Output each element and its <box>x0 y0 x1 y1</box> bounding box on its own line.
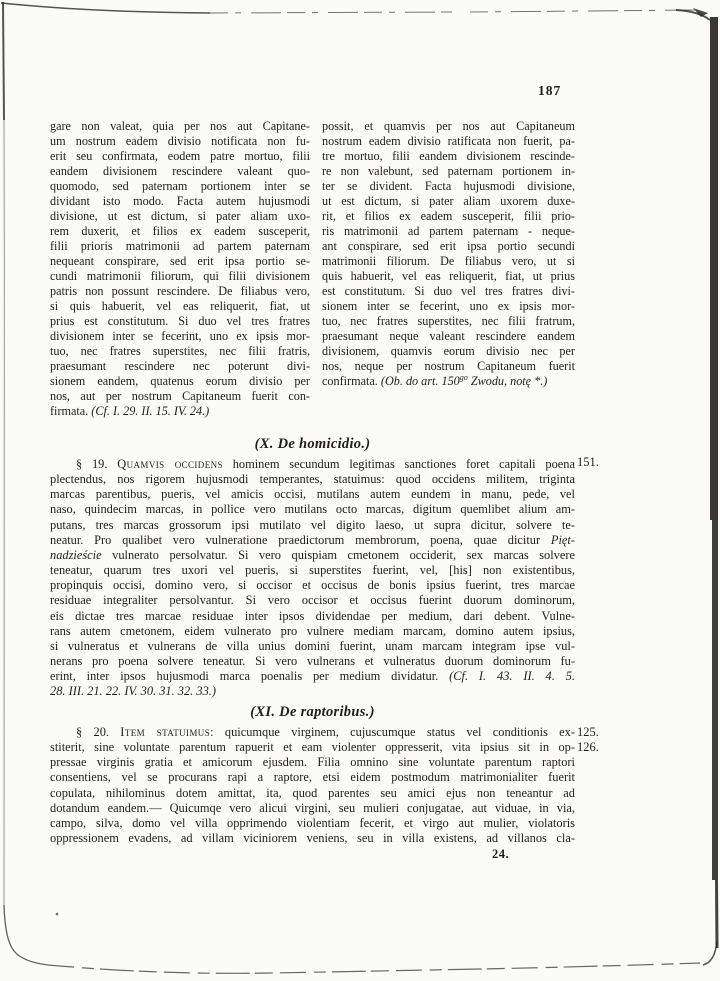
text-line: confirmata. (Ob. do art. $150^{go}$ Zwodu, notę *.) <box>322 372 548 388</box>
text-line: quis habuerit, vel eas reliquerit, fiat, ut prius <box>322 269 575 283</box>
text-line: teneatur, quarum tres uxori vel pueris, si superstites fuerint, vel, [his] non existentibus, <box>50 563 575 578</box>
text-line: eandem divisionem rescindere valeant quo- <box>50 164 310 178</box>
text-line: nos, neque per nostrum Capitaneum fuerit <box>322 359 575 373</box>
text-line: patris non possunt rescindere. De filiabus vero, <box>50 284 310 298</box>
text-line: eis dictae tres marcae residuae inter ipsos dividendae per medium, dari debent. Vulne- <box>50 608 575 623</box>
text-line: 28. III. 21. 22. IV. 30. 31. 32. 33.) <box>50 684 216 699</box>
text-line: erit seu confirmata, eodem patre mortuo, filii <box>50 149 310 163</box>
text-line: stiterit, sine voluntate parentum rapuerit et eam violenter oppresserit, vita ipsius sit in op- <box>50 740 575 755</box>
text-line: putans, tres marcas grossorum ipsi mutilato vel digito laeso, ut supra dicitur, solvere te- <box>50 517 575 532</box>
text-line: oppressionem evadens, ad villam viciniorem veniens, seu in villa existens, ad villanos cla- <box>50 831 575 846</box>
text-line: sionem inter se fecerint, uno ex ipsis mor- <box>322 299 575 313</box>
text-line: nos, aut per nostrum Capitaneum fuerit con- <box>50 389 310 403</box>
column-right <box>322 119 575 389</box>
text-line: § 19. Quamvis occidens hominem secundum legitimas sanctiones foret capitali poena <box>76 457 575 471</box>
signature-mark: 24. <box>492 847 510 861</box>
text-line: nequeant conspirare, sed erit ipsa portio se- <box>50 254 310 268</box>
text-line: plectendus, nos rigorem hujusmodi temperantes, statuimus: quod occidens militem, triginta <box>50 472 575 487</box>
text-line: firmata. (Cf. I. 29. II. 15. IV. 24.) <box>50 404 210 418</box>
text-line: rit, et filios ex eadem susceperit, filii prio- <box>322 209 575 223</box>
margin-note-126: 126. <box>577 740 599 754</box>
text-line: nerans pro poena solvere teneatur. Si vero vulnerans et vulneratus duorum dominorum fu- <box>50 654 575 669</box>
text-line: divisione, ut est dictum, si pater aliam uxo- <box>50 209 310 223</box>
page-number: 187 <box>538 83 562 98</box>
text-line: si quis habuerit, vel eas reliquerit, fiat, ut <box>50 299 310 313</box>
text-line: dotandum eandem.— Quicumqe vero alicui virgini, seu mulieri conjugatae, aut viduae, in via, <box>50 800 575 815</box>
paragraph-20 <box>50 725 575 846</box>
text-line: possit, et quamvis per nos aut Capitaneum <box>322 119 575 133</box>
text-line: prius est constitutum. Si duo vel tres fratres <box>50 314 310 328</box>
text-line: praesumant neque valeant rescindere eandem <box>322 329 575 343</box>
text-line: nadzieście vulnerato persolvatur. Si vero quispiam cmetonem occiderit, sex marcas solvere <box>50 547 575 562</box>
column-left <box>50 119 310 419</box>
text-line: tuo, nec fratres superstites, nec filii fratrum, <box>322 314 575 328</box>
text-line: campo, silva, domo vel villa opprimendo violentiam fecerit, et virgo aut mulier, violatoris <box>50 815 575 830</box>
text-line: rans autem cmetonem, eidem vulnerato pro vulnere mediam marcam, domino autem ipsius, <box>50 623 575 638</box>
text-line: erint, inter ipsos hujusmodi marca poenalis per medium dividatur. (Cf. I. 43. II. 4. 5. <box>50 669 575 684</box>
text-line: divisionem inter se fecerint, uno ex ipsis mor- <box>50 329 310 343</box>
text-line: est constitutum. Si duo vel tres fratres divi- <box>322 284 575 298</box>
paragraph-19 <box>50 457 575 700</box>
text-line: sionem eandem, quatenus eorum divisio per <box>50 374 310 388</box>
text-line: ter se divident. Facta hujusmodi divisione, <box>322 179 575 193</box>
text-line: ris matrimonii ad partem paternam - neque- <box>322 224 575 238</box>
margin-note-125: 125. <box>577 725 599 739</box>
text-line: quomodo, sed paternam portionem inter se <box>50 179 310 193</box>
text-line: gare non valeat, quia per nos aut Capitane- <box>50 119 310 133</box>
text-line: filii prioris matrimonii ad partem paternam <box>50 239 310 253</box>
section-heading-homicidio: (X. De homicidio.) <box>254 436 371 452</box>
text-line: nostrum eadem divisio ratificata non fuerit, pa- <box>322 134 575 148</box>
text-line: consentiens, vel se procurans rapi a raptore, etsi eidem postmodum matrimonialiter fuerit <box>50 770 575 785</box>
text-line: si vulneratus et vulnerans de villa unius domini fuerint, unam marcam integram ipse vul- <box>50 638 575 653</box>
text-line: rem duxerit, et filios ex eadem susceperit, <box>50 224 310 238</box>
text-line: dividant isto modo. Facta autem hujusmodi <box>50 194 310 208</box>
text-line: praesumant rescindere nec poterunt divi- <box>50 359 310 373</box>
text-line: re non valebunt, sed paternam portionem in- <box>322 164 575 178</box>
text-line: marcas parentibus, pueris, vel amicis occisi, mutilans autem eundem in manu, pede, vel <box>50 487 575 502</box>
text-line: tre mortuo, filii eandem divisionem rescinde- <box>322 149 575 163</box>
text-line: matrimonii filiorum. De filiabus vero, ut si <box>322 254 575 268</box>
section-heading-raptoribus: (XI. De raptoribus.) <box>250 704 375 720</box>
text-line: cundi matrimonii filiorum, qui filii divisionem <box>50 269 310 283</box>
text-line: neatur. Pro qualibet vero vulneratione praedictorum membrorum, poena, quae dicitur Pięt- <box>50 532 575 547</box>
text-line: propinquis occisi, domino vero, si occisor et occisus de bonis ipsius fuerint, tres marcae <box>50 578 575 593</box>
text-line: residuae integraliter persolvantur. Si vero occisor et occisus fuerint duorum dominorum, <box>50 593 575 608</box>
text-line: pressae virginis gratia et amicorum ejusdem. Filia omnino sine voluntate parentum raptori <box>50 755 575 770</box>
text-line: ant conspirare, sed erit ipsa portio secundi <box>322 239 575 253</box>
margin-note-151: 151. <box>577 455 599 469</box>
text-line: divisionem, quamvis eorum divisio nec per <box>322 344 575 358</box>
text-line: § 20. Item statuimus: quicumque virginem, cujuscumque status vel conditionis ex- <box>76 725 575 739</box>
text-line: ut est dictum, si pater aliam uxorem duxe- <box>322 194 575 208</box>
text-line: tuo, nec fratres superstites, nec filii fratris, <box>50 344 310 358</box>
text-line: naso, quindecim marcas, in pollice vero mutilans octo marcas, digitum quemlibet alium am- <box>50 502 575 517</box>
text-line: um nostrum eadem divisio notificata non fu- <box>50 134 310 148</box>
text-line: copulata, nihilominus dotem amittat, ita, quod parentes seu amici ejus non teneantur ad <box>50 785 575 800</box>
